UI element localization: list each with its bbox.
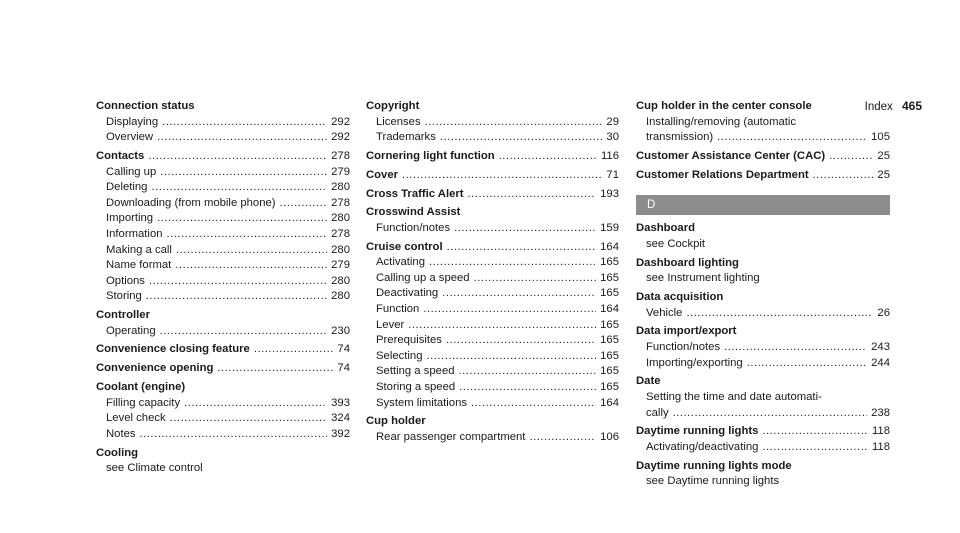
dot-leader: [429, 255, 596, 271]
entry-text: Function: [376, 303, 420, 316]
index-title: Index: [864, 101, 893, 113]
page-reference: 165: [600, 271, 619, 284]
dot-leader: [459, 364, 597, 380]
index-entry: Data import/export: [636, 325, 737, 338]
entry-text: Downloading (from mobile phone): [106, 196, 276, 209]
page-reference: 193: [600, 187, 619, 200]
index-entry: Copyright: [366, 100, 420, 112]
index-entry: [636, 424, 890, 440]
dot-leader: [724, 340, 867, 356]
index-entry: Cooling: [96, 446, 139, 459]
dot-leader: [157, 211, 327, 227]
dot-leader: [717, 130, 867, 146]
entry-text: Information: [106, 227, 163, 240]
page-reference: 165: [600, 365, 619, 378]
dot-leader: [184, 396, 327, 412]
dot-leader: [425, 115, 603, 131]
index-subentry: [96, 396, 350, 412]
index-subentry: [366, 333, 619, 349]
dot-leader: [459, 380, 596, 396]
entry-text: cally: [646, 406, 669, 419]
dot-leader: [447, 240, 597, 256]
dot-leader: [673, 406, 868, 422]
page-reference: 278: [331, 196, 350, 209]
dot-leader: [686, 306, 873, 322]
page-reference: 280: [331, 181, 350, 194]
entry-text: Name format: [106, 259, 172, 272]
index-entry: [366, 240, 619, 256]
dot-leader: [829, 149, 873, 165]
entry-text: Cornering light function: [366, 149, 495, 162]
page-reference: 118: [871, 441, 890, 453]
page-reference: 278: [331, 227, 350, 240]
page-reference: 393: [331, 396, 350, 409]
index-subentry: [366, 380, 619, 396]
entry-text: Function/notes: [376, 221, 451, 234]
entry-text: Setting a speed: [376, 365, 455, 378]
dot-leader: [426, 349, 596, 365]
index-entry: Dashboard lighting: [636, 256, 739, 269]
page-reference: 279: [331, 259, 350, 272]
index-entry: [636, 149, 890, 165]
index-subentry: [96, 115, 350, 131]
dot-leader: [423, 302, 596, 318]
index-subentry: [366, 349, 619, 365]
index-subentry: [96, 165, 350, 181]
dot-leader: [162, 115, 327, 131]
page-reference: 165: [600, 318, 619, 331]
index-subentry: [96, 289, 350, 305]
index-subentry: Installing/removing (automatic: [646, 115, 797, 128]
index-subentry: [636, 130, 890, 146]
index-subentry: see Climate control: [106, 462, 203, 475]
index-entry: [96, 149, 350, 165]
entry-text: transmission): [646, 131, 714, 144]
index-entry: Coolant (engine): [96, 381, 186, 394]
index-subentry: [366, 302, 619, 318]
entry-text: Contacts: [96, 149, 145, 162]
dot-leader: [167, 227, 328, 243]
dot-leader: [170, 411, 327, 427]
dot-leader: [762, 424, 868, 440]
dot-leader: [280, 196, 328, 212]
page-reference: 74: [337, 343, 350, 356]
entry-text: Convenience opening: [96, 362, 214, 375]
entry-text: Cross Traffic Alert: [366, 187, 464, 200]
index-subentry: [636, 440, 890, 456]
entry-text: Lever: [376, 318, 405, 331]
page-reference: 30: [606, 131, 619, 144]
entry-text: Selecting: [376, 349, 423, 362]
index-subentry: see Daytime running lights: [646, 475, 780, 488]
index-subentry: [366, 430, 619, 446]
index-subentry: [366, 130, 619, 146]
dot-leader: [151, 180, 327, 196]
index-subentry: [96, 130, 350, 146]
page-reference: 280: [331, 290, 350, 303]
index-subentry: [636, 306, 890, 322]
index-subentry: [96, 243, 350, 259]
index-subentry: Setting the time and date automati-: [646, 391, 822, 404]
page-reference: 243: [871, 341, 890, 354]
entry-text: Deleting: [106, 181, 148, 194]
index-entry: [636, 168, 890, 184]
entry-text: Overview: [106, 131, 154, 144]
index-subentry: [96, 258, 350, 274]
page-reference: 324: [331, 412, 350, 425]
page-reference: 280: [331, 212, 350, 225]
index-entry: Connection status: [96, 100, 195, 112]
entry-text: Operating: [106, 324, 156, 337]
page-reference: 118: [871, 425, 890, 438]
index-column-3: [636, 99, 890, 490]
page-reference: 165: [600, 381, 619, 394]
page-reference: 25: [877, 168, 890, 181]
page-reference: 105: [871, 131, 890, 144]
dot-leader: [140, 427, 328, 443]
index-subentry: [366, 396, 619, 412]
entry-text: Filling capacity: [106, 396, 181, 409]
dot-leader: [160, 165, 327, 181]
page-reference: 159: [600, 221, 619, 234]
index-subentry: [366, 115, 619, 131]
page-reference: 164: [600, 240, 619, 253]
index-subentry: [96, 324, 350, 340]
dot-leader: [175, 258, 327, 274]
index-entry: Daytime running lights mode: [636, 459, 792, 472]
index-subentry: [96, 427, 350, 443]
dot-leader: [474, 271, 597, 287]
page-reference: 280: [331, 274, 350, 287]
page-reference: 74: [337, 362, 350, 375]
entry-text: Deactivating: [376, 287, 439, 300]
index-subentry: [366, 271, 619, 287]
index-entry: [366, 149, 619, 165]
dot-leader: [402, 168, 602, 184]
index-subentry: [96, 227, 350, 243]
page-reference: 164: [600, 396, 619, 409]
index-entry: [96, 342, 350, 358]
page-number: 465: [901, 99, 922, 113]
entry-text: Making a call: [106, 243, 172, 256]
page-reference: 165: [600, 349, 619, 362]
entry-text: Importing: [106, 212, 154, 225]
index-entry: Cup holder in the center console: [636, 100, 812, 112]
entry-text: Cover: [366, 168, 399, 181]
dot-leader: [149, 274, 327, 290]
page-reference: 106: [600, 431, 619, 443]
index-column-2: [366, 99, 619, 446]
dot-leader: [217, 361, 333, 377]
index-subentry: see Instrument lighting: [646, 272, 760, 285]
entry-text: Convenience closing feature: [96, 343, 250, 356]
entry-text: Storing a speed: [376, 381, 456, 394]
index-subentry: [636, 340, 890, 356]
index-subentry: [96, 196, 350, 212]
index-subentry: [366, 286, 619, 302]
entry-text: Options: [106, 274, 145, 287]
page-reference: 230: [331, 324, 350, 337]
entry-text: Daytime running lights: [636, 425, 759, 438]
dot-leader: [529, 430, 596, 446]
entry-text: Function/notes: [646, 341, 721, 354]
index-subentry: see Cockpit: [646, 237, 706, 250]
dot-leader: [160, 324, 328, 340]
page-reference: 165: [600, 256, 619, 269]
index-column-1: [96, 99, 350, 477]
entry-text: System limitations: [376, 396, 468, 409]
page-reference: 292: [331, 131, 350, 144]
page-reference: 279: [331, 165, 350, 178]
page-reference: 71: [606, 168, 619, 181]
dot-leader: [176, 243, 327, 259]
entry-text: Licenses: [376, 115, 421, 128]
index-entry: Controller: [96, 309, 150, 322]
dot-leader: [454, 221, 596, 237]
dot-leader: [146, 289, 327, 305]
index-subentry: [366, 221, 619, 237]
entry-text: Calling up: [106, 165, 157, 178]
entry-text: Customer Relations Department: [636, 168, 809, 181]
index-subentry: [96, 180, 350, 196]
dot-leader: [468, 187, 597, 203]
dot-leader: [148, 149, 327, 165]
index-entry: Date: [636, 375, 661, 388]
page-reference: 392: [331, 427, 350, 440]
dot-leader: [408, 318, 596, 334]
entry-text: Trademarks: [376, 131, 436, 144]
entry-text: Notes: [106, 427, 136, 440]
dot-leader: [499, 149, 597, 165]
page-reference: 116: [600, 149, 619, 162]
entry-text: Level check: [106, 412, 166, 425]
index-entry: Dashboard: [636, 222, 696, 235]
entry-text: Storing: [106, 290, 142, 303]
index-entry: Crosswind Assist: [366, 206, 461, 219]
page-reference: 292: [331, 115, 350, 128]
page-reference: 280: [331, 243, 350, 256]
entry-text: Prerequisites: [376, 334, 442, 347]
dot-leader: [813, 168, 874, 184]
index-entry: [366, 187, 619, 203]
page-reference: 29: [606, 115, 619, 128]
dot-leader: [471, 396, 596, 412]
index-subentry: [366, 364, 619, 380]
entry-text: Vehicle: [646, 306, 683, 319]
dot-leader: [254, 342, 334, 358]
page-reference: 244: [871, 356, 890, 369]
page-reference: 278: [331, 149, 350, 162]
entry-text: Customer Assistance Center (CAC): [636, 149, 826, 162]
index-subentry: [96, 274, 350, 290]
entry-text: Importing/exporting: [646, 356, 743, 369]
index-subentry: [636, 356, 890, 372]
entry-text: Activating: [376, 256, 425, 269]
page-reference: 164: [600, 303, 619, 316]
entry-text: Activating/deactivating: [646, 441, 759, 453]
section-letter: D: [636, 195, 890, 215]
dot-leader: [157, 130, 327, 146]
page-reference: 238: [871, 406, 890, 419]
dot-leader: [440, 130, 603, 146]
index-entry: [366, 168, 619, 184]
page-reference: 25: [877, 149, 890, 162]
entry-text: Displaying: [106, 115, 159, 128]
entry-text: Calling up a speed: [376, 271, 470, 284]
dot-leader: [442, 286, 596, 302]
page-reference: 165: [600, 334, 619, 347]
index-entry: [96, 361, 350, 377]
index-subentry: [366, 255, 619, 271]
index-entry: Data acquisition: [636, 291, 724, 304]
page-reference: 26: [877, 306, 890, 319]
dot-leader: [762, 440, 868, 456]
dot-leader: [747, 356, 867, 372]
index-subentry: [636, 406, 890, 422]
index-subentry: [96, 411, 350, 427]
entry-text: Rear passenger compartment: [376, 431, 526, 443]
entry-text: Cruise control: [366, 240, 443, 253]
page-reference: 165: [600, 287, 619, 300]
index-entry: Cup holder: [366, 415, 426, 428]
dot-leader: [446, 333, 596, 349]
index-subentry: [96, 211, 350, 227]
index-subentry: [366, 318, 619, 334]
